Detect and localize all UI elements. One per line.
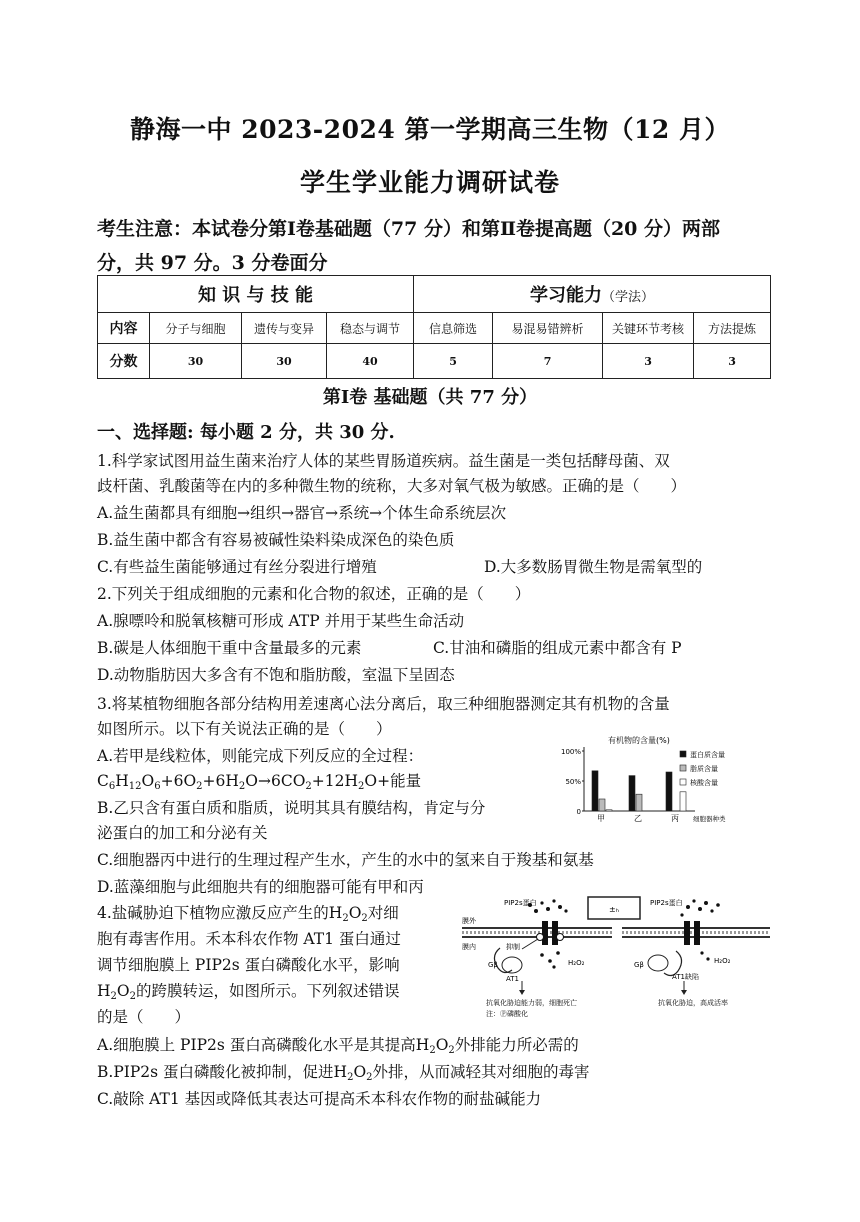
q4-stem-line-2: 胞有毒害作用。禾本科农作物 AT1 蛋白通过 [97, 930, 401, 948]
label-h2o2-left: H₂O₂ [568, 959, 585, 967]
q3-option-b-line-2: 泌蛋白的加工和分泌有关 [97, 824, 268, 842]
q3-stem-line-2: 如图所示。以下有关说法正确的是（ ） [97, 720, 392, 738]
q2-option-b: B.碳是人体细胞干重中含量最多的元素 [97, 639, 362, 657]
caption-left-line-1: 抗氧化胁迫能力弱，细胞死亡 [486, 999, 577, 1007]
q3-option-d: D.蓝藻细胞与此细胞共有的细胞器可能有甲和丙 [97, 878, 424, 896]
y-tick-label: 0 [576, 808, 581, 816]
center-box-label: ±ₕ [609, 905, 619, 914]
label-inhibit: 抑制 [506, 943, 520, 951]
label-inside: 膜内 [462, 943, 476, 951]
col-name: 遗传与变异 [242, 313, 327, 344]
bar-蛋白质含量 [592, 771, 598, 811]
organelle-content-chart [550, 733, 765, 829]
q2-option-a: A.腺嘌呤和脱氧核糖可形成 ATP 并用于某些生命活动 [97, 612, 465, 630]
cell-membrane [462, 928, 770, 937]
q1-stem-line-2: 歧杆菌、乳酸菌等在内的多种微生物的统称，大多对氧气极为敏感。正确的是（ ） [97, 477, 687, 495]
q4-stem-line-1: 4.盐碱胁迫下植物应激反应产生的$H_2O_2$对细 [97, 904, 399, 924]
label-g-beta-right: Gβ [634, 961, 644, 969]
score-table-header [98, 276, 771, 313]
col-score: 7 [493, 344, 603, 379]
group-learning-ability-sub: （学法） [602, 290, 655, 305]
q4-option-c: C.敲除 AT1 基因或降低其表达可提高禾本科农作物的耐盐碱能力 [97, 1090, 542, 1108]
bar-脂质含量 [599, 799, 605, 811]
col-name: 分子与细胞 [150, 313, 242, 344]
col-name: 信息筛选 [414, 313, 493, 344]
legend-swatch [680, 779, 686, 785]
q4-stem-line-3: 调节细胞膜上 PIP2s 蛋白磷酸化水平，影响 [97, 956, 400, 974]
q2-option-d: D.动物脂肪因大多含有不饱和脂肪酸，室温下呈固态 [97, 666, 455, 684]
x-tick-label: 甲 [597, 814, 605, 823]
col-score: 30 [150, 344, 242, 379]
bar-蛋白质含量 [666, 772, 672, 811]
chart-marks [561, 747, 726, 823]
caption-right: 抗氧化胁迫，高成活率 [658, 999, 728, 1007]
caption-left-line-2: 注：Ⓟ磷酸化 [486, 1010, 528, 1018]
score-table-row-score [98, 344, 771, 379]
q3-option-a: A.若甲是线粒体，则能完成下列反应的全过程： [97, 747, 424, 765]
group-learning-ability-label: 学习能力 [530, 285, 603, 306]
legend-swatch [680, 751, 686, 757]
legend-label: 脂质含量 [690, 765, 718, 773]
q3-option-a-formula: $C_6H_{12}O_6+6O_2+6H_2O\to 6CO_2+12H_2O+$能量 [97, 772, 422, 792]
inhibit-arrow [522, 939, 538, 949]
col-score: 3 [694, 344, 771, 379]
bar-核酸含量 [606, 810, 612, 811]
q3-stem-line-1: 3.将某植物细胞各部分结构用差速离心法分离后，取三种细胞器测定其有机物的含量 [97, 695, 670, 713]
exam-subtitle: 学生学业能力调研试卷 [299, 168, 560, 197]
notice-line-1: 考生注意：本试卷分第Ⅰ卷基础题（77 分）和第Ⅱ卷提高题（20 分）两部 [97, 218, 721, 240]
legend-label: 核酸含量 [690, 779, 718, 787]
q1-option-d: D.大多数肠胃微生物是需氧型的 [484, 558, 703, 576]
part-title: 第Ⅰ卷 基础题（共 77 分） [322, 387, 538, 408]
score-table-row-content [98, 313, 771, 344]
score-table [97, 275, 771, 379]
bar-脂质含量 [636, 794, 642, 811]
q3-option-b-line-1: B.乙只含有蛋白质和脂质，说明其具有膜结构，肯定与分 [97, 799, 486, 817]
col-name: 关键环节考核 [603, 313, 694, 344]
label-pip2s-right: PIP2s蛋白 [650, 899, 683, 907]
q1-option-a: A.益生菌都具有细胞→组织→器官→系统→个体生命系统层次 [97, 504, 507, 522]
candidate-notice [97, 212, 777, 280]
col-name: 易混易错辨析 [493, 313, 603, 344]
q1-option-c: C.有些益生菌能够通过有丝分裂进行增殖 [97, 558, 377, 576]
q1-option-b: B.益生菌中都含有容易被碱性染料染成深色的染色质 [97, 531, 455, 549]
legend-label: 蛋白质含量 [690, 751, 725, 759]
x-tick-label: 丙 [671, 814, 679, 823]
exam-title: 静海一中 2023-2024 第一学期高三生物（12 月） [130, 115, 730, 144]
col-score: 5 [414, 344, 493, 379]
bar-核酸含量 [680, 792, 686, 811]
col-score: 3 [603, 344, 694, 379]
col-score: 30 [242, 344, 327, 379]
legend-swatch [680, 765, 686, 771]
group-knowledge-skills: 知 识 与 技 能 [98, 276, 414, 313]
q3-option-c: C.细胞器丙中进行的生理过程产生水，产生的水中的氢来自于羧基和氨基 [97, 851, 594, 869]
g-beta-right [648, 955, 668, 971]
chart-title: 有机物的含量(%) [608, 736, 670, 745]
q4-stem-line-4: $H_2O_2$的跨膜转运，如图所示。下列叙述错误 [97, 982, 400, 1002]
label-at1-defect: AT1缺陷 [672, 973, 699, 981]
col-name: 方法提炼 [694, 313, 771, 344]
q4-option-a: A.细胞膜上 PIP2s 蛋白高磷酸化水平是其提高$H_2O_2$外排能力所必需的 [97, 1036, 579, 1056]
q2-option-c: C.甘油和磷脂的组成元素中都含有 P [433, 639, 682, 657]
q1-stem-line-1: 1.科学家试图用益生菌来治疗人体的某些胃肠道疾病。益生菌是一类包括酵母菌、双 [97, 452, 670, 470]
x-tick-label: 乙 [634, 814, 642, 823]
q2-stem: 2.下列关于组成细胞的元素和化合物的叙述，正确的是（ ） [97, 585, 531, 603]
q4-stem-line-5: 的是（ ） [97, 1008, 191, 1026]
label-at1: AT1 [506, 975, 519, 983]
col-name: 稳态与调节 [327, 313, 414, 344]
x-axis-label: 细胞器种类 [693, 815, 726, 823]
label-h2o2-right: H₂O₂ [714, 957, 731, 965]
group-learning-ability [414, 276, 771, 313]
row-label-content: 内容 [98, 313, 150, 344]
row-label-score: 分数 [98, 344, 150, 379]
y-tick-label: 50% [565, 778, 581, 786]
section-title: 一、选择题: 每小题 2 分，共 30 分. [97, 422, 395, 443]
bar-蛋白质含量 [629, 776, 635, 811]
q4-option-b: B.PIP2s 蛋白磷酸化被抑制，促进$H_2O_2$外排，从而减轻其对细胞的毒害 [97, 1063, 590, 1083]
membrane-diagram [462, 893, 772, 1021]
notice-line-2: 分，共 97 分。3 分卷面分 [97, 252, 328, 274]
col-score: 40 [327, 344, 414, 379]
label-outside: 膜外 [462, 917, 476, 925]
y-tick-label: 100% [560, 748, 581, 756]
label-g-beta-left: Gβ [488, 961, 498, 969]
label-pip2s-left: PIP2s蛋白 [504, 899, 537, 907]
